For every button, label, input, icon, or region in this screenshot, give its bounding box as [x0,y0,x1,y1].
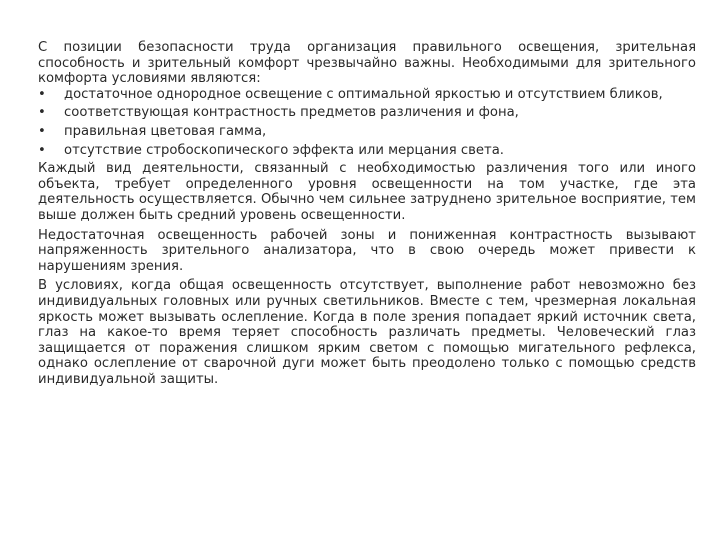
bullet-icon: • [38,105,46,121]
list-item [38,105,696,121]
list-item-text: достаточное однородное освещение с оптимальной яркостью и отсутствием бликов, [64,86,663,102]
intro-paragraph: С позиции безопасности труда организация правильного освещения, зрительная способность и зрительный комфорт чрезвычайно важны. Необходимыми для зрительного комфорта условиями являются: [38,40,696,87]
list-item [38,124,696,140]
document-body [38,40,696,391]
list-item-text: соответствующая контрастность предметов различения и фона, [64,105,519,121]
paragraph-insufficient-illumination: Недостаточная освещенность рабочей зоны и пониженная контрастность вызывают напряженность зрительного анализатора, что в свою очередь может привести к нарушениям зрения. [38,227,696,274]
list-item-text: отсутствие стробоскопического эффекта или мерцания света. [64,142,504,158]
bullet-icon: • [38,142,46,158]
bullet-icon: • [38,123,46,139]
list-item [38,87,696,103]
list-item-text: правильная цветовая гамма, [64,123,267,139]
bullet-icon: • [38,86,46,102]
list-item [38,143,696,159]
paragraph-activity-illumination: Каждый вид деятельности, связанный с необходимостью различения того или иного объекта, требует определенного уровня освещенности на том участке, где эта деятельность осуществляется. Обычно чем сильнее затруднено зрительное восприятие, тем выше должен быть средний уровень освещенности. [38,161,696,223]
paragraph-glare: В условиях, когда общая освещенность отсутствует, выполнение работ невозможно без индивидуальных головных или ручных светильников. Вместе с тем, чрезмерная локальная яркость может вызывать ослепление. Когда в поле зрения попадает яркий источник света, глаз на какое-то время теряет способность различать предметы. Человеческий глаз защищается от поражения слишком ярким светом с помощью мигательного рефлекса, однако ослепление от сварочной дуги может быть преодолено только с помощью средств индивидуальной защиты. [38,278,696,387]
requirements-list [38,87,696,158]
